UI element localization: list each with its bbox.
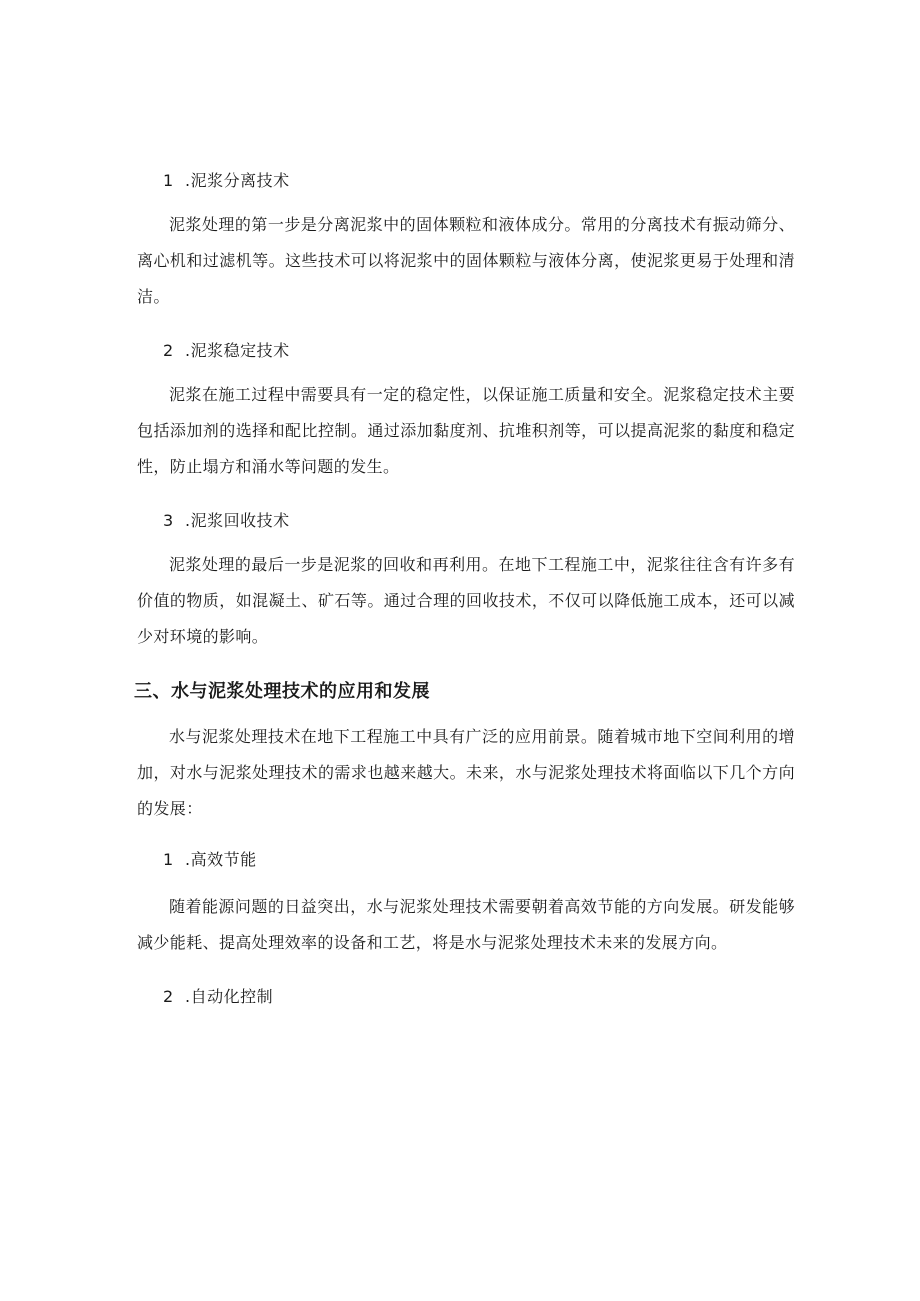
subheading-title: .泥浆稳定技术: [185, 341, 290, 360]
paragraph-energy-efficiency: 随着能源问题的日益突出，水与泥浆处理技术需要朝着高效节能的方向发展。研发能够减少能耗、提高处理效率的设备和工艺，将是水与泥浆处理技术未来的发展方向。: [137, 897, 795, 952]
section-heading-applications: 三、水与泥浆处理技术的应用和发展: [134, 681, 430, 702]
subheading-energy-efficiency: [163, 850, 257, 870]
subheading-sludge-separation: [163, 171, 290, 191]
subheading-number: 1: [163, 171, 174, 190]
paragraph-sludge-stabilization: 泥浆在施工过程中需要具有一定的稳定性，以保证施工质量和安全。泥浆稳定技术主要包括添加剂的选择和配比控制。通过添加黏度剂、抗堆积剂等，可以提高泥浆的黏度和稳定性，防止塌方和涌水等问题的发生。: [137, 385, 795, 476]
paragraph-sludge-recovery: 泥浆处理的最后一步是泥浆的回收和再利用。在地下工程施工中，泥浆往往含有许多有价值的物质，如混凝土、矿石等。通过合理的回收技术，不仅可以降低施工成本，还可以减少对环境的影响。: [137, 555, 795, 646]
subheading-sludge-stabilization: [163, 341, 290, 361]
subheading-automation-control: [163, 987, 273, 1007]
paragraph-sludge-separation: 泥浆处理的第一步是分离泥浆中的固体颗粒和液体成分。常用的分离技术有振动筛分、离心机和过滤机等。这些技术可以将泥浆中的固体颗粒与液体分离，使泥浆更易于处理和清洁。: [137, 215, 795, 306]
subheading-sludge-recovery: [163, 511, 290, 531]
subheading-title: .泥浆分离技术: [185, 171, 290, 190]
paragraph-applications: 水与泥浆处理技术在地下工程施工中具有广泛的应用前景。随着城市地下空间利用的增加，对水与泥浆处理技术的需求也越来越大。未来，水与泥浆处理技术将面临以下几个方向的发展：: [137, 727, 795, 818]
subheading-number: 1: [163, 850, 174, 869]
subheading-title: .自动化控制: [185, 987, 274, 1006]
subheading-title: .高效节能: [185, 850, 257, 869]
subheading-number: 2: [163, 987, 174, 1006]
subheading-number: 2: [163, 341, 174, 360]
subheading-number: 3: [163, 511, 174, 530]
subheading-title: .泥浆回收技术: [185, 511, 290, 530]
